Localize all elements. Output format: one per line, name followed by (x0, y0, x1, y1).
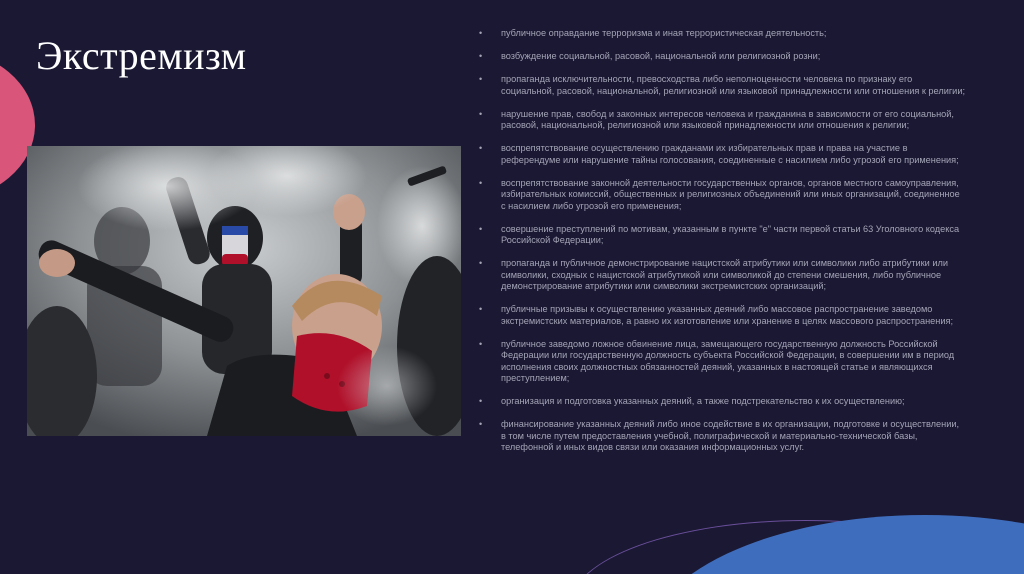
list-item-text: организация и подготовка указанных деяний, а также подстрекательство к их осуществлению; (501, 396, 905, 406)
extremism-definitions-list (476, 28, 966, 465)
bullet-icon: • (479, 28, 483, 38)
bullet-icon: • (479, 74, 483, 84)
list-item (476, 304, 966, 327)
list-item-text: публичное оправдание терроризма и иная террористическая деятельность; (501, 28, 827, 38)
list-item (476, 224, 966, 247)
list-item (476, 51, 966, 63)
bullet-icon: • (479, 223, 483, 234)
list-item (476, 258, 966, 293)
list-item-text: возбуждение социальной, расовой, национальной или религиозной розни; (501, 51, 821, 61)
bullet-icon: • (479, 177, 483, 188)
protest-photo (27, 146, 461, 436)
protest-photo-illustration (27, 146, 461, 436)
bullet-icon: • (479, 304, 483, 314)
bullet-icon: • (479, 258, 483, 268)
list-item-text: публичные призывы к осуществлению указанных деяний либо массовое распространение заведомо экстремистских материалов, а равно их изготовление или хранение в целях массового распространения; (501, 304, 954, 326)
list-item-text: воспрепятствование законной деятельности государственных органов, органов местного самоуправления, избирательных комиссий, общественных и религиозных объединений или иных организаций, соединенное с насилием либо угрозой его применения; (501, 177, 960, 211)
list-item-text: воспрепятствование осуществлению гражданами их избирательных прав и права на участие в референдуме или нарушение тайны голосования, соединенные с насилием либо угрозой его применения; (501, 143, 959, 165)
bullet-icon: • (479, 338, 483, 349)
list-item-text: пропаганда и публичное демонстрирование нацистской атрибутики или символики либо атрибутики или символики, сходных с нацистской атрибутикой или символикой до степени смешения, либо публичное демонстрирование атрибутики или символики экстремистских организаций; (501, 258, 948, 291)
list-item (476, 143, 966, 166)
list-item (476, 419, 966, 454)
list-item (476, 178, 966, 213)
list-item (476, 74, 966, 97)
bullet-icon: • (479, 419, 483, 429)
list-item-text: совершение преступлений по мотивам, указанным в пункте "е" части первой статьи 63 Уголовного кодекса Российской Федерации; (501, 223, 960, 245)
list-item-text: пропаганда исключительности, превосходства либо неполноценности человека по признаку его социальной, расовой, национальной, религиозной или языковой принадлежности или отношения к религии; (501, 74, 965, 96)
list-item (476, 109, 966, 132)
bullet-icon: • (479, 51, 483, 61)
list-item-text: нарушение прав, свобод и законных интересов человека и гражданина в зависимости от его социальной, расовой, национальной, религиозной или языковой принадлежности или отношения к религии; (501, 108, 954, 130)
list-item-text: финансирование указанных деяний либо иное содействие в их организации, подготовке и осуществлении, в том числе путем предоставления учебной, полиграфической и материально-технической базы, телефонной и иных видов связи или оказания информационных услуг. (501, 419, 960, 452)
list-item (476, 339, 966, 385)
bullet-icon: • (479, 143, 483, 153)
bullet-icon: • (479, 108, 483, 119)
list-item (476, 28, 966, 40)
slide-title: Экстремизм (36, 33, 247, 78)
list-item (476, 396, 966, 408)
list-item-text: публичное заведомо ложное обвинение лица, замещающего государственную должность Российской Федерации или государственную должность субъекта Российской Федерации, в совершении им в период исполнения своих должностных обязанностей деяний, указанных в настоящей статье и являющихся преступлением; (501, 338, 955, 383)
bullet-icon: • (479, 396, 483, 406)
